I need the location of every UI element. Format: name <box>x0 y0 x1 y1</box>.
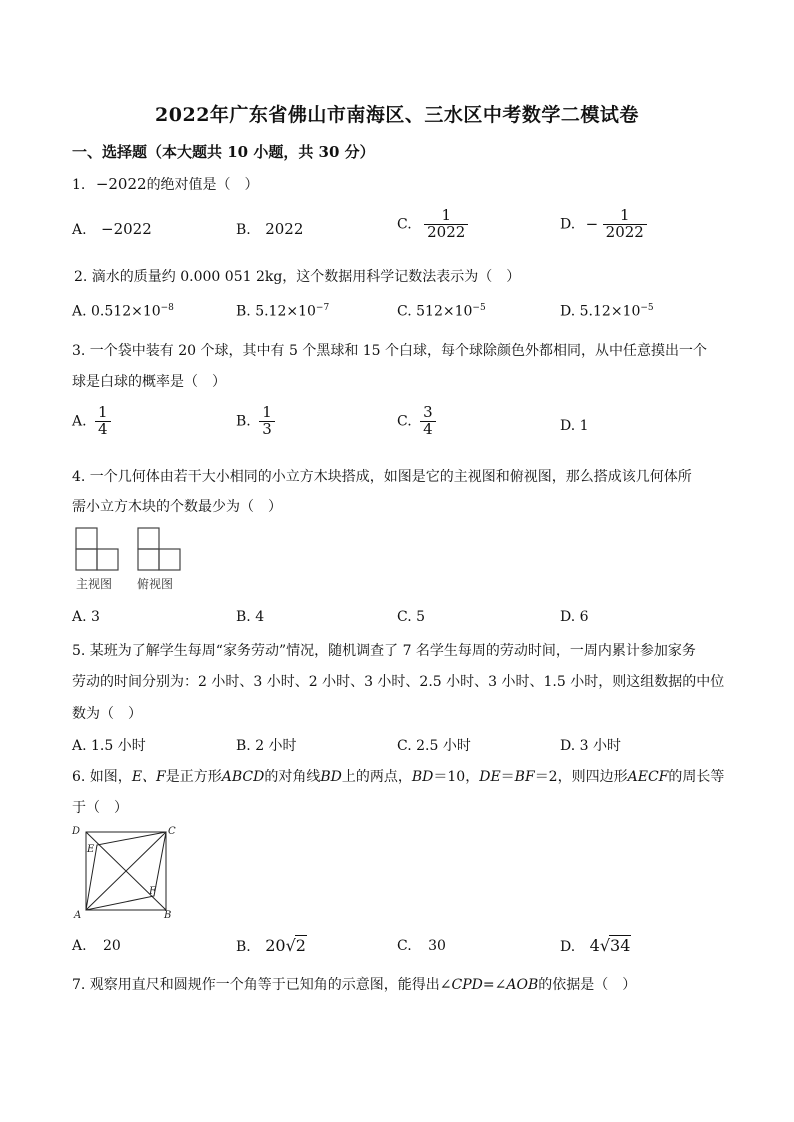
label-C: C <box>168 826 176 837</box>
text-run: 上的两点， <box>341 769 412 785</box>
question-6-line-2: 于（ ） <box>72 800 128 816</box>
option-b[interactable] <box>236 935 307 955</box>
option-c[interactable] <box>397 405 436 438</box>
option-a[interactable] <box>72 405 111 438</box>
option-c[interactable] <box>397 208 468 241</box>
math-var: BD <box>411 769 434 785</box>
numerator: 1 <box>441 206 451 224</box>
option-label: A. <box>72 222 87 238</box>
question-1-stem <box>72 174 259 194</box>
denominator: 3 <box>259 421 275 438</box>
question-6-line-1 <box>72 766 724 786</box>
option-value <box>265 936 307 955</box>
denominator: 4 <box>95 421 111 438</box>
label-D: D <box>72 826 81 837</box>
option-d[interactable] <box>560 208 647 241</box>
option-c[interactable] <box>397 938 446 954</box>
option-base: 5.12×10 <box>255 303 316 320</box>
option-exponent: −5 <box>640 303 654 313</box>
top-view-label: 俯视图 <box>137 577 174 591</box>
option-label: B. <box>236 939 251 955</box>
question-5-line-2: 劳动的时间分别为：2 小时、3 小时、2 小时、3 小时、2.5 小时、3 小时、1.5 小时，则这组数据的中位 <box>72 674 725 690</box>
text-run: 的周长等 <box>668 769 725 785</box>
option-exponent: −7 <box>315 303 330 313</box>
question-3-line-2: 球是白球的概率是（ ） <box>72 374 226 390</box>
option-d[interactable] <box>560 418 589 434</box>
math-var: BF <box>514 769 535 785</box>
option-a[interactable] <box>72 303 174 320</box>
math-var: DE <box>479 769 501 785</box>
option-d[interactable]: D. 6 <box>560 609 589 625</box>
fraction <box>95 405 111 438</box>
option-value: 1 <box>579 418 589 434</box>
question-number: 1. <box>72 177 86 193</box>
math-var: CPD <box>451 977 483 993</box>
radicand: 34 <box>610 936 631 955</box>
question-text: 的绝对值是（ ） <box>146 177 259 193</box>
option-d[interactable] <box>560 303 654 320</box>
option-label: D. <box>560 418 576 434</box>
front-view-label: 主视图 <box>76 577 113 591</box>
radical: √2 <box>285 936 306 955</box>
option-label: C. <box>397 938 412 954</box>
math-var: E、F <box>131 769 166 785</box>
option-label: D. <box>560 216 576 233</box>
option-label: A. <box>72 303 87 320</box>
option-base: 512×10 <box>416 303 473 320</box>
label-B: B <box>164 910 172 921</box>
option-label: C. <box>397 303 412 320</box>
label-F: F <box>149 886 156 897</box>
option-base: 0.512×10 <box>91 303 161 320</box>
page-title: 2022年广东省佛山市南海区、三水区中考数学二模试卷 <box>155 104 639 126</box>
text-run: ＝2，则四边形 <box>534 769 628 785</box>
question-3-line-1: 3. 一个袋中装有 20 个球，其中有 5 个黑球和 15 个白球，每个球除颜色外都相同，从中任意摸出一个 <box>72 343 708 359</box>
option-label: B. <box>236 303 251 320</box>
option-c[interactable]: C. 5 <box>397 609 426 625</box>
option-label: C. <box>397 413 412 430</box>
option-c[interactable]: C. 2.5 小时 <box>397 738 471 754</box>
numerator: 3 <box>423 403 433 421</box>
question-5-line-1: 5. 某班为了解学生每周“家务劳动”情况，随机调查了 7 名学生每周的劳动时间，一周内累计参加家务 <box>72 643 696 659</box>
question-4-line-1: 4. 一个几何体由若干大小相同的小立方木块搭成，如图是它的主视图和俯视图，那么搭成该几何体所 <box>72 469 692 485</box>
question-4-line-2: 需小立方木块的个数最少为（ ） <box>72 499 282 515</box>
label-A: A <box>74 910 82 921</box>
text-run: ＝10， <box>433 769 480 785</box>
question-2-stem: 2. 滴水的质量约 0.000 051 2kg，这个数据用科学记数法表示为（ ） <box>74 269 521 285</box>
numerator: 1 <box>619 206 630 224</box>
text-run: 7. 观察用直尺和圆规作一个角等于已知角的示意图，能得出∠ <box>72 977 452 993</box>
text-run: 6. 如图， <box>72 769 132 785</box>
option-value: −2022 <box>101 220 152 238</box>
coefficient: 4 <box>589 936 600 955</box>
text-run: 是正方形 <box>165 769 222 785</box>
option-base: 5.12×10 <box>579 303 641 320</box>
option-label: C. <box>397 216 412 233</box>
option-c[interactable] <box>397 303 486 320</box>
front-view-drawing <box>76 528 118 570</box>
option-value: 20 <box>103 938 121 954</box>
views-figure <box>74 526 184 596</box>
option-a[interactable]: A. 1.5 小时 <box>72 738 146 754</box>
fraction <box>259 405 275 438</box>
option-b[interactable] <box>236 303 329 320</box>
denominator: 2022 <box>603 224 647 241</box>
coefficient: 20 <box>265 936 286 955</box>
numerator: 1 <box>262 403 272 421</box>
fraction <box>424 208 468 241</box>
text-run: 的依据是（ ） <box>538 977 637 993</box>
option-exponent: −5 <box>472 303 486 313</box>
option-value <box>590 936 632 955</box>
option-label: D. <box>560 303 576 320</box>
option-b[interactable] <box>236 405 275 438</box>
square-lines <box>86 832 166 910</box>
math-var: AOB <box>506 977 539 993</box>
section-heading: 一、选择题（本大题共 10 小题，共 30 分） <box>72 143 375 161</box>
option-a[interactable] <box>72 938 121 954</box>
label-E: E <box>87 844 95 855</box>
question-5-line-3: 数为（ ） <box>72 706 142 722</box>
option-label: D. <box>560 939 576 955</box>
text-run: ＝ <box>500 769 515 785</box>
option-d[interactable]: D. 3 小时 <box>560 738 621 754</box>
math-var: AECF <box>627 769 669 785</box>
fraction <box>603 208 647 241</box>
option-label: A. <box>72 938 87 954</box>
square-figure <box>70 822 180 922</box>
text-run: 的对角线 <box>264 769 321 785</box>
option-b[interactable]: B. 4 <box>236 609 265 625</box>
option-value: 30 <box>428 938 446 954</box>
math-var: BD <box>320 769 342 785</box>
text-run: =∠ <box>482 977 507 993</box>
radicand: 2 <box>295 936 306 955</box>
numerator: 1 <box>98 403 108 421</box>
option-d[interactable] <box>560 935 631 955</box>
option-value: 2022 <box>265 220 304 238</box>
question-value: −2022 <box>95 175 147 193</box>
option-a[interactable] <box>72 220 152 238</box>
option-label: B. <box>236 413 251 430</box>
option-label: A. <box>72 413 87 430</box>
radical: √34 <box>599 936 631 955</box>
denominator: 2022 <box>424 224 468 241</box>
option-label: B. <box>236 222 251 238</box>
option-a[interactable]: A. 3 <box>72 609 100 625</box>
top-view-drawing <box>138 528 180 570</box>
fraction <box>420 405 436 438</box>
option-b[interactable] <box>236 220 303 238</box>
math-var: ABCD <box>221 769 265 785</box>
option-b[interactable]: B. 2 小时 <box>236 738 297 754</box>
option-exponent: −8 <box>160 303 174 313</box>
minus-sign: − <box>585 215 599 234</box>
question-7-stem <box>72 974 636 994</box>
denominator: 4 <box>420 421 436 438</box>
